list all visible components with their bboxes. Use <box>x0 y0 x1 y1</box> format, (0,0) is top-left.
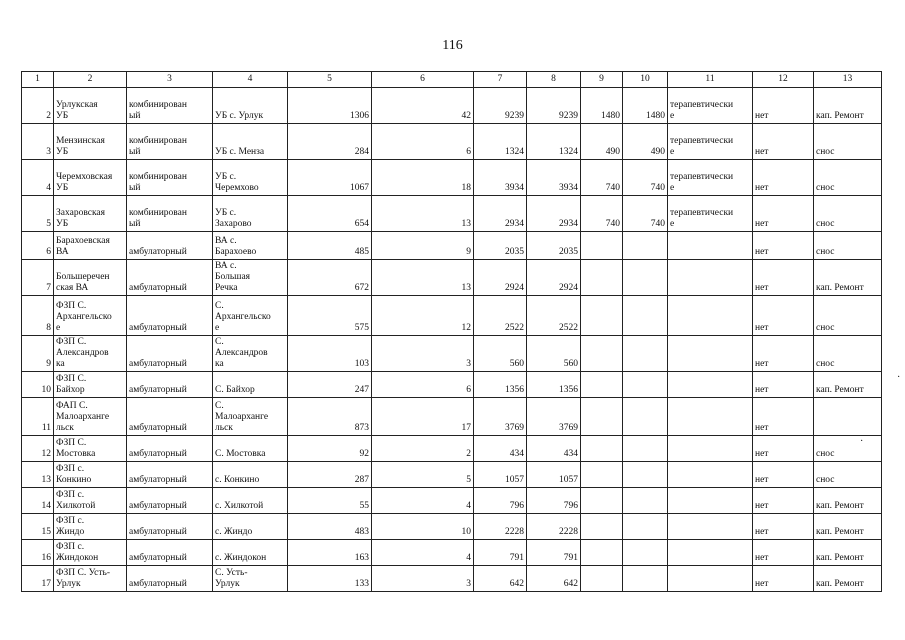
value-cell: 791 <box>527 540 581 566</box>
value-cell: 672 <box>288 260 372 296</box>
value-cell: 9 <box>372 232 474 260</box>
row-number-cell: 3 <box>22 124 54 160</box>
location-cell: УБ с. Менза <box>213 124 288 160</box>
value-cell <box>581 296 623 336</box>
value-cell <box>623 540 668 566</box>
type-cell: комбинирован ый <box>127 196 213 232</box>
value-cell: 2035 <box>474 232 527 260</box>
value-cell <box>581 232 623 260</box>
row-number-cell: 11 <box>22 398 54 436</box>
value-cell: 740 <box>623 160 668 196</box>
location-cell: С. Александров ка <box>213 336 288 372</box>
value-cell: 133 <box>288 566 372 592</box>
table-header-row <box>22 72 882 88</box>
status-cell: нет <box>753 540 814 566</box>
value-cell <box>581 514 623 540</box>
value-cell: 3769 <box>474 398 527 436</box>
table-row <box>22 372 882 398</box>
value-cell <box>623 296 668 336</box>
table-row <box>22 160 882 196</box>
value-cell <box>623 336 668 372</box>
facility-name-cell: Черемховская УБ <box>54 160 127 196</box>
value-cell: 3 <box>372 336 474 372</box>
profile-cell: терапевтически е <box>668 124 753 160</box>
value-cell <box>623 514 668 540</box>
table-row <box>22 260 882 296</box>
value-cell <box>623 488 668 514</box>
facility-name-cell: ФЗП С. Усть- Урлук <box>54 566 127 592</box>
value-cell <box>581 372 623 398</box>
type-cell: комбинирован ый <box>127 160 213 196</box>
value-cell: 560 <box>474 336 527 372</box>
action-cell: снос <box>814 196 882 232</box>
facility-name-cell: Урлукская УБ <box>54 88 127 124</box>
profile-cell <box>668 436 753 462</box>
row-number-cell: 13 <box>22 462 54 488</box>
value-cell: 483 <box>288 514 372 540</box>
type-cell: амбулаторный <box>127 336 213 372</box>
type-cell: амбулаторный <box>127 462 213 488</box>
status-cell: нет <box>753 88 814 124</box>
type-cell: амбулаторный <box>127 488 213 514</box>
value-cell: 18 <box>372 160 474 196</box>
value-cell: 5 <box>372 462 474 488</box>
value-cell <box>581 540 623 566</box>
type-cell: амбулаторный <box>127 436 213 462</box>
value-cell: 1306 <box>288 88 372 124</box>
location-cell: с. Жиндокон <box>213 540 288 566</box>
header-cell: 11 <box>668 72 753 88</box>
facility-name-cell: Большеречен ская ВА <box>54 260 127 296</box>
action-cell: снос <box>814 336 882 372</box>
profile-cell <box>668 336 753 372</box>
action-cell: кап. Ремонт <box>814 372 882 398</box>
value-cell: 3934 <box>527 160 581 196</box>
value-cell: 642 <box>474 566 527 592</box>
value-cell: 1480 <box>623 88 668 124</box>
value-cell <box>623 260 668 296</box>
value-cell: 485 <box>288 232 372 260</box>
value-cell: 1324 <box>474 124 527 160</box>
facility-name-cell: ФЗП с. Жиндо <box>54 514 127 540</box>
action-cell: кап. Ремонт <box>814 88 882 124</box>
action-cell: снос <box>814 462 882 488</box>
location-cell: С. Архангельско е <box>213 296 288 336</box>
value-cell: 55 <box>288 488 372 514</box>
row-number-cell: 8 <box>22 296 54 336</box>
value-cell: 642 <box>527 566 581 592</box>
profile-cell <box>668 566 753 592</box>
status-cell: нет <box>753 296 814 336</box>
type-cell: амбулаторный <box>127 540 213 566</box>
facility-name-cell: ФЗП с. Хилкотой <box>54 488 127 514</box>
value-cell: 2228 <box>527 514 581 540</box>
header-cell: 13 <box>814 72 882 88</box>
action-cell: кап. Ремонт <box>814 260 882 296</box>
value-cell: 2934 <box>527 196 581 232</box>
status-cell: нет <box>753 488 814 514</box>
header-cell: 6 <box>372 72 474 88</box>
table-row <box>22 196 882 232</box>
action-cell: снос <box>814 296 882 336</box>
row-number-cell: 5 <box>22 196 54 232</box>
value-cell: 92 <box>288 436 372 462</box>
value-cell: 103 <box>288 336 372 372</box>
value-cell <box>581 462 623 488</box>
row-number-cell: 12 <box>22 436 54 462</box>
location-cell: УБ с. Черемхово <box>213 160 288 196</box>
value-cell: 1356 <box>474 372 527 398</box>
facility-name-cell: ФЗП С. Мостовка <box>54 436 127 462</box>
value-cell <box>623 372 668 398</box>
value-cell: 796 <box>527 488 581 514</box>
row-number-cell: 7 <box>22 260 54 296</box>
value-cell: 1057 <box>474 462 527 488</box>
value-cell: 2934 <box>474 196 527 232</box>
facility-name-cell: ФЗП с. Жиндокон <box>54 540 127 566</box>
header-cell: 12 <box>753 72 814 88</box>
row-number-cell: 10 <box>22 372 54 398</box>
action-cell: кап. Ремонт <box>814 566 882 592</box>
scan-mark: · <box>897 372 901 383</box>
profile-cell <box>668 398 753 436</box>
table-row <box>22 540 882 566</box>
value-cell: 3 <box>372 566 474 592</box>
row-number-cell: 9 <box>22 336 54 372</box>
location-cell: С. Усть- Урлук <box>213 566 288 592</box>
type-cell: амбулаторный <box>127 398 213 436</box>
row-number-cell: 2 <box>22 88 54 124</box>
value-cell: 2522 <box>474 296 527 336</box>
value-cell: 287 <box>288 462 372 488</box>
value-cell <box>581 436 623 462</box>
value-cell <box>581 566 623 592</box>
header-cell: 3 <box>127 72 213 88</box>
table-row <box>22 398 882 436</box>
profile-cell: терапевтически е <box>668 160 753 196</box>
value-cell: 490 <box>581 124 623 160</box>
status-cell: нет <box>753 232 814 260</box>
value-cell: 17 <box>372 398 474 436</box>
value-cell: 42 <box>372 88 474 124</box>
value-cell: 2522 <box>527 296 581 336</box>
facility-name-cell: Барахоевская ВА <box>54 232 127 260</box>
value-cell <box>623 398 668 436</box>
type-cell: комбинирован ый <box>127 124 213 160</box>
status-cell: нет <box>753 160 814 196</box>
status-cell: нет <box>753 124 814 160</box>
table-row <box>22 88 882 124</box>
value-cell <box>623 232 668 260</box>
type-cell: амбулаторный <box>127 260 213 296</box>
status-cell: нет <box>753 436 814 462</box>
type-cell: комбинирован ый <box>127 88 213 124</box>
profile-cell <box>668 372 753 398</box>
row-number-cell: 6 <box>22 232 54 260</box>
row-number-cell: 17 <box>22 566 54 592</box>
value-cell: 560 <box>527 336 581 372</box>
profile-cell <box>668 462 753 488</box>
value-cell: 2035 <box>527 232 581 260</box>
table-row <box>22 436 882 462</box>
profile-cell <box>668 540 753 566</box>
value-cell: 740 <box>623 196 668 232</box>
location-cell: ВА с. Большая Речка <box>213 260 288 296</box>
table-body <box>22 72 882 592</box>
value-cell <box>581 336 623 372</box>
value-cell: 796 <box>474 488 527 514</box>
action-cell: снос <box>814 232 882 260</box>
value-cell: 13 <box>372 196 474 232</box>
value-cell: 6 <box>372 124 474 160</box>
table-row <box>22 336 882 372</box>
value-cell: 434 <box>527 436 581 462</box>
location-cell: УБ с. Урлук <box>213 88 288 124</box>
type-cell: амбулаторный <box>127 296 213 336</box>
status-cell: нет <box>753 514 814 540</box>
row-number-cell: 15 <box>22 514 54 540</box>
action-cell: снос <box>814 124 882 160</box>
table-row <box>22 462 882 488</box>
value-cell: 3769 <box>527 398 581 436</box>
table-row <box>22 296 882 336</box>
value-cell: 1067 <box>288 160 372 196</box>
status-cell: нет <box>753 336 814 372</box>
value-cell: 873 <box>288 398 372 436</box>
value-cell: 6 <box>372 372 474 398</box>
value-cell: 247 <box>288 372 372 398</box>
header-cell: 2 <box>54 72 127 88</box>
status-cell: нет <box>753 462 814 488</box>
location-cell: с. Жиндо <box>213 514 288 540</box>
header-cell: 10 <box>623 72 668 88</box>
value-cell <box>623 566 668 592</box>
scan-mark: · <box>860 436 864 447</box>
value-cell: 3934 <box>474 160 527 196</box>
value-cell: 575 <box>288 296 372 336</box>
type-cell: амбулаторный <box>127 232 213 260</box>
action-cell: снос <box>814 436 882 462</box>
value-cell: 654 <box>288 196 372 232</box>
value-cell <box>581 260 623 296</box>
status-cell: нет <box>753 260 814 296</box>
type-cell: амбулаторный <box>127 566 213 592</box>
action-cell: кап. Ремонт <box>814 488 882 514</box>
location-cell: С. Мостовка <box>213 436 288 462</box>
location-cell: С. Байхор <box>213 372 288 398</box>
location-cell: с. Конкино <box>213 462 288 488</box>
value-cell: 791 <box>474 540 527 566</box>
status-cell: нет <box>753 398 814 436</box>
row-number-cell: 16 <box>22 540 54 566</box>
value-cell: 490 <box>623 124 668 160</box>
value-cell: 9239 <box>474 88 527 124</box>
value-cell: 4 <box>372 540 474 566</box>
value-cell: 1324 <box>527 124 581 160</box>
facility-name-cell: ФЗП С. Александров ка <box>54 336 127 372</box>
type-cell: амбулаторный <box>127 372 213 398</box>
action-cell <box>814 398 882 436</box>
facility-name-cell: ФАП С. Малоарханге льск <box>54 398 127 436</box>
value-cell <box>581 398 623 436</box>
value-cell: 740 <box>581 196 623 232</box>
value-cell: 163 <box>288 540 372 566</box>
value-cell: 4 <box>372 488 474 514</box>
status-cell: нет <box>753 372 814 398</box>
header-cell: 7 <box>474 72 527 88</box>
type-cell: амбулаторный <box>127 514 213 540</box>
row-number-cell: 4 <box>22 160 54 196</box>
profile-cell: терапевтически е <box>668 196 753 232</box>
value-cell: 2924 <box>527 260 581 296</box>
status-cell: нет <box>753 196 814 232</box>
value-cell: 1057 <box>527 462 581 488</box>
value-cell: 1356 <box>527 372 581 398</box>
value-cell: 1480 <box>581 88 623 124</box>
value-cell: 2924 <box>474 260 527 296</box>
table-row <box>22 566 882 592</box>
value-cell: 12 <box>372 296 474 336</box>
header-cell: 1 <box>22 72 54 88</box>
action-cell: кап. Ремонт <box>814 514 882 540</box>
facilities-table <box>21 71 882 592</box>
facility-name-cell: Мензинская УБ <box>54 124 127 160</box>
page-number: 116 <box>442 38 463 53</box>
value-cell: 434 <box>474 436 527 462</box>
value-cell: 2228 <box>474 514 527 540</box>
facility-name-cell: ФЗП С. Архангельско е <box>54 296 127 336</box>
facility-name-cell: Захаровская УБ <box>54 196 127 232</box>
facility-name-cell: ФЗП с. Конкино <box>54 462 127 488</box>
value-cell <box>623 462 668 488</box>
location-cell: С. Малоарханге льск <box>213 398 288 436</box>
profile-cell <box>668 260 753 296</box>
value-cell <box>581 488 623 514</box>
facility-name-cell: ФЗП С. Байхор <box>54 372 127 398</box>
row-number-cell: 14 <box>22 488 54 514</box>
value-cell: 10 <box>372 514 474 540</box>
value-cell: 9239 <box>527 88 581 124</box>
profile-cell <box>668 488 753 514</box>
value-cell <box>623 436 668 462</box>
profile-cell <box>668 296 753 336</box>
location-cell: с. Хилкотой <box>213 488 288 514</box>
header-cell: 8 <box>527 72 581 88</box>
table-row <box>22 488 882 514</box>
action-cell: кап. Ремонт <box>814 540 882 566</box>
location-cell: ВА с. Барахоево <box>213 232 288 260</box>
table-row <box>22 232 882 260</box>
header-cell: 5 <box>288 72 372 88</box>
table-row <box>22 514 882 540</box>
value-cell: 13 <box>372 260 474 296</box>
value-cell: 284 <box>288 124 372 160</box>
header-cell: 4 <box>213 72 288 88</box>
location-cell: УБ с. Захарово <box>213 196 288 232</box>
table-row <box>22 124 882 160</box>
status-cell: нет <box>753 566 814 592</box>
header-cell: 9 <box>581 72 623 88</box>
profile-cell <box>668 514 753 540</box>
value-cell: 2 <box>372 436 474 462</box>
value-cell: 740 <box>581 160 623 196</box>
action-cell: снос <box>814 160 882 196</box>
profile-cell: терапевтически е <box>668 88 753 124</box>
profile-cell <box>668 232 753 260</box>
